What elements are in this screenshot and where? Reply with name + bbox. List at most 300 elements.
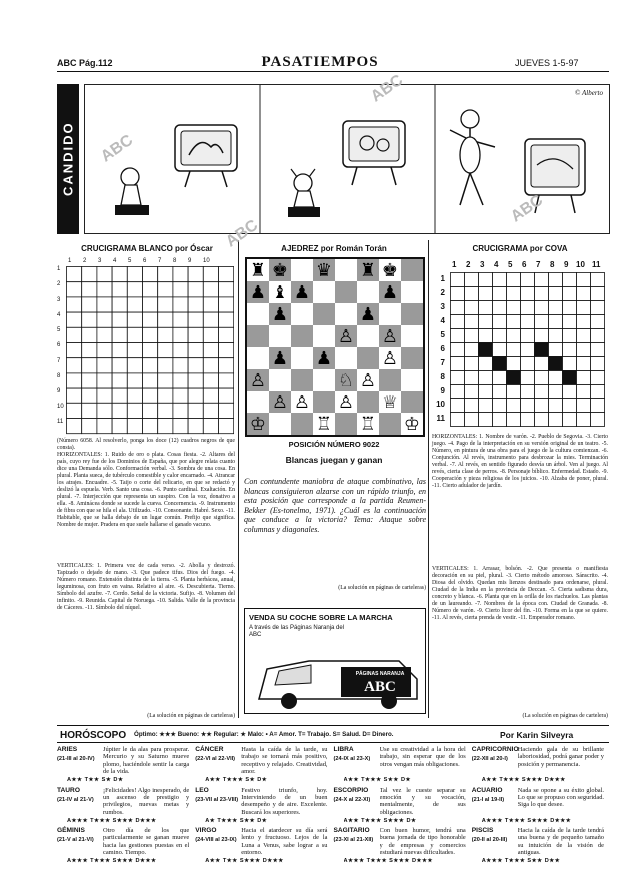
crucigrama-cova-cell[interactable] [521,287,535,301]
chess-square[interactable] [335,259,357,281]
crucigrama-cova-cell[interactable] [479,357,493,371]
crucigrama-cova-cell[interactable] [521,385,535,399]
crucigrama-cova-cell[interactable] [577,371,591,385]
crucigrama-blanco-cell[interactable] [97,282,112,297]
crucigrama-blanco-cell[interactable] [219,373,234,388]
crucigrama-cova-cell[interactable] [479,301,493,315]
crucigrama-cova-cell[interactable] [507,273,521,287]
crucigrama-blanco-cell[interactable] [97,388,112,403]
crucigrama-cova-cell[interactable] [549,329,563,343]
crucigrama-blanco-cell[interactable] [127,267,142,282]
crucigrama-cova-cell[interactable] [591,385,605,399]
crucigrama-cova-cell[interactable] [451,385,465,399]
crucigrama-blanco-cell[interactable] [112,267,127,282]
crucigrama-cova-cell[interactable] [563,287,577,301]
crucigrama-blanco-cell[interactable] [188,267,203,282]
chess-piece[interactable]: ♖ [315,414,333,436]
crucigrama-blanco-cell[interactable] [67,343,82,358]
crucigrama-cova-cell[interactable] [465,371,479,385]
crucigrama-cova-cell[interactable] [577,329,591,343]
crucigrama-blanco-cell[interactable] [173,358,188,373]
crucigrama-cova-cell[interactable] [451,343,465,357]
crucigrama-cova-cell[interactable] [493,399,507,413]
crucigrama-cova-cell[interactable] [451,357,465,371]
crucigrama-cova-cell[interactable] [507,343,521,357]
crucigrama-cova-cell[interactable] [479,371,493,385]
chess-piece[interactable]: ♚ [271,260,289,282]
crucigrama-cova-cell[interactable] [465,385,479,399]
chess-square[interactable] [401,281,423,303]
chess-board[interactable] [245,257,425,437]
crucigrama-blanco-cell[interactable] [173,267,188,282]
crucigrama-blanco-cell[interactable] [219,358,234,373]
crucigrama-cova-cell[interactable] [521,371,535,385]
chess-piece[interactable]: ♙ [271,392,289,414]
chess-piece[interactable]: ♟ [381,282,399,304]
crucigrama-cova-cell[interactable] [521,315,535,329]
crucigrama-cova-cell[interactable] [479,315,493,329]
crucigrama-cova-cell[interactable] [549,371,563,385]
chess-piece[interactable]: ♙ [249,370,267,392]
crucigrama-cova-cell[interactable] [535,301,549,315]
chess-piece[interactable]: ♝ [271,282,289,304]
crucigrama-blanco-cell[interactable] [67,419,82,434]
crucigrama-blanco-cell[interactable] [112,282,127,297]
crucigrama-blanco-cell[interactable] [82,282,97,297]
crucigrama-cova-cell[interactable] [591,343,605,357]
crucigrama-blanco-cell[interactable] [143,388,158,403]
crucigrama-cova-cell[interactable] [535,385,549,399]
chess-square[interactable] [401,303,423,325]
chess-square[interactable] [357,391,379,413]
crucigrama-blanco-cell[interactable] [203,267,218,282]
crucigrama-cova-cell[interactable] [465,343,479,357]
crucigrama-blanco-cell[interactable] [112,343,127,358]
crucigrama-blanco-cell[interactable] [173,388,188,403]
crucigrama-blanco-cell[interactable] [143,267,158,282]
crucigrama-cova-cell[interactable] [563,315,577,329]
chess-square[interactable] [401,325,423,347]
chess-square[interactable] [247,303,269,325]
crucigrama-blanco-cell[interactable] [82,297,97,312]
crucigrama-blanco-cell[interactable] [97,358,112,373]
crucigrama-cova-cell[interactable] [591,357,605,371]
crucigrama-cova-cell[interactable] [507,413,521,427]
crucigrama-cova-cell[interactable] [563,301,577,315]
chess-square[interactable] [313,303,335,325]
chess-square[interactable] [313,391,335,413]
crucigrama-blanco-cell[interactable] [67,373,82,388]
crucigrama-blanco-cell[interactable] [203,282,218,297]
crucigrama-blanco-cell[interactable] [188,312,203,327]
crucigrama-cova-cell[interactable] [563,385,577,399]
crucigrama-cova-cell[interactable] [451,273,465,287]
crucigrama-cova-cell[interactable] [493,301,507,315]
chess-piece[interactable]: ♖ [359,414,377,436]
crucigrama-blanco-cell[interactable] [112,327,127,342]
crucigrama-cova-cell[interactable] [451,413,465,427]
chess-square[interactable] [335,303,357,325]
crucigrama-blanco-cell[interactable] [188,358,203,373]
crucigrama-cova-cell[interactable] [493,343,507,357]
crucigrama-cova-cell[interactable] [577,413,591,427]
crucigrama-cova-cell[interactable] [465,329,479,343]
crucigrama-cova-cell[interactable] [577,287,591,301]
crucigrama-cova-cell[interactable] [577,385,591,399]
chess-piece[interactable]: ♕ [381,392,399,414]
crucigrama-blanco-cell[interactable] [219,327,234,342]
crucigrama-blanco-cell[interactable] [143,282,158,297]
crucigrama-blanco-cell[interactable] [127,343,142,358]
crucigrama-blanco-cell[interactable] [158,312,173,327]
crucigrama-blanco-cell[interactable] [158,358,173,373]
crucigrama-blanco-cell[interactable] [219,403,234,418]
crucigrama-blanco-cell[interactable] [112,358,127,373]
crucigrama-cova-cell[interactable] [451,315,465,329]
crucigrama-cova-cell[interactable] [549,315,563,329]
chess-square[interactable] [335,413,357,435]
crucigrama-blanco-cell[interactable] [97,297,112,312]
crucigrama-cova-cell[interactable] [535,399,549,413]
chess-square[interactable] [335,281,357,303]
crucigrama-blanco-cell[interactable] [158,388,173,403]
crucigrama-blanco-cell[interactable] [158,282,173,297]
crucigrama-blanco-cell[interactable] [97,327,112,342]
chess-piece[interactable]: ♙ [381,348,399,370]
crucigrama-blanco-cell[interactable] [188,282,203,297]
crucigrama-cova-cell[interactable] [577,273,591,287]
chess-piece[interactable]: ♟ [293,282,311,304]
crucigrama-blanco-cell[interactable] [203,327,218,342]
crucigrama-cova-cell[interactable] [563,273,577,287]
chess-square[interactable] [401,259,423,281]
crucigrama-blanco-cell[interactable] [173,373,188,388]
crucigrama-blanco-cell[interactable] [97,403,112,418]
crucigrama-cova-cell[interactable] [591,399,605,413]
crucigrama-blanco-cell[interactable] [203,343,218,358]
chess-piece[interactable]: ♟ [359,304,377,326]
crucigrama-blanco-cell[interactable] [173,312,188,327]
crucigrama-cova-cell[interactable] [507,287,521,301]
chess-square[interactable] [379,303,401,325]
crucigrama-blanco-cell[interactable] [112,312,127,327]
chess-piece[interactable]: ♘ [337,370,355,392]
crucigrama-blanco-cell[interactable] [112,403,127,418]
chess-square[interactable] [357,347,379,369]
crucigrama-cova-cell[interactable] [535,329,549,343]
crucigrama-cova-cell[interactable] [493,287,507,301]
crucigrama-blanco-cell[interactable] [127,327,142,342]
crucigrama-cova-cell[interactable] [465,357,479,371]
crucigrama-cova-cell[interactable] [479,413,493,427]
crucigrama-blanco-cell[interactable] [158,327,173,342]
crucigrama-cova-cell[interactable] [521,399,535,413]
crucigrama-blanco-cell[interactable] [173,297,188,312]
chess-square[interactable] [357,325,379,347]
crucigrama-cova-cell[interactable] [465,287,479,301]
crucigrama-blanco-cell[interactable] [127,358,142,373]
crucigrama-cova-cell[interactable] [591,413,605,427]
crucigrama-cova-cell[interactable] [507,315,521,329]
crucigrama-blanco-cell[interactable] [158,343,173,358]
crucigrama-cova-cell[interactable] [507,385,521,399]
crucigrama-cova-cell[interactable] [465,399,479,413]
crucigrama-blanco-cell[interactable] [97,312,112,327]
crucigrama-blanco-cell[interactable] [143,373,158,388]
chess-square[interactable] [313,369,335,391]
crucigrama-blanco-cell[interactable] [82,373,97,388]
crucigrama-blanco-cell[interactable] [127,312,142,327]
crucigrama-cova-cell[interactable] [493,315,507,329]
chess-square[interactable] [401,347,423,369]
crucigrama-blanco-cell[interactable] [219,297,234,312]
crucigrama-blanco-cell[interactable] [67,312,82,327]
crucigrama-cova-cell[interactable] [493,413,507,427]
chess-piece[interactable]: ♔ [403,414,421,436]
crucigrama-cova-cell[interactable] [535,357,549,371]
crucigrama-cova-cell[interactable] [535,371,549,385]
crucigrama-cova-cell[interactable] [521,329,535,343]
chess-square[interactable] [401,391,423,413]
crucigrama-blanco-cell[interactable] [143,297,158,312]
crucigrama-cova-cell[interactable] [535,287,549,301]
chess-piece[interactable]: ♙ [293,392,311,414]
crucigrama-cova-cell[interactable] [465,301,479,315]
chess-square[interactable] [379,369,401,391]
chess-piece[interactable]: ♔ [249,414,267,436]
crucigrama-cova-cell[interactable] [521,343,535,357]
chess-square[interactable] [291,369,313,391]
crucigrama-cova-cell[interactable] [507,399,521,413]
crucigrama-cova-cell[interactable] [479,329,493,343]
crucigrama-cova-cell[interactable] [535,413,549,427]
crucigrama-blanco-cell[interactable] [173,282,188,297]
crucigrama-cova-cell[interactable] [521,357,535,371]
crucigrama-cova-cell[interactable] [577,357,591,371]
chess-piece[interactable]: ♙ [359,370,377,392]
chess-square[interactable] [291,347,313,369]
crucigrama-cova-cell[interactable] [521,301,535,315]
chess-square[interactable] [313,281,335,303]
crucigrama-blanco-cell[interactable] [143,403,158,418]
crucigrama-blanco-cell[interactable] [127,282,142,297]
crucigrama-cova-cell[interactable] [521,273,535,287]
chess-square[interactable] [357,281,379,303]
crucigrama-blanco-cell[interactable] [158,267,173,282]
crucigrama-blanco-cell[interactable] [82,312,97,327]
crucigrama-cova-cell[interactable] [479,385,493,399]
crucigrama-blanco-cell[interactable] [219,267,234,282]
crucigrama-cova-cell[interactable] [451,371,465,385]
crucigrama-blanco-cell[interactable] [67,327,82,342]
crucigrama-cova-cell[interactable] [563,413,577,427]
crucigrama-blanco-cell[interactable] [219,419,234,434]
crucigrama-cova-cell[interactable] [465,413,479,427]
crucigrama-blanco-cell[interactable] [127,403,142,418]
crucigrama-blanco-cell[interactable] [143,312,158,327]
crucigrama-blanco-cell[interactable] [97,267,112,282]
crucigrama-cova-cell[interactable] [521,413,535,427]
crucigrama-blanco-cell[interactable] [143,419,158,434]
advertisement-box[interactable] [244,608,426,714]
crucigrama-cova-cell[interactable] [465,315,479,329]
crucigrama-cova-cell[interactable] [479,273,493,287]
crucigrama-cova-cell[interactable] [591,315,605,329]
crucigrama-blanco-cell[interactable] [67,388,82,403]
crucigrama-blanco-cell[interactable] [219,388,234,403]
chess-square[interactable] [401,369,423,391]
crucigrama-cova-cell[interactable] [535,315,549,329]
crucigrama-blanco-cell[interactable] [82,403,97,418]
crucigrama-cova-cell[interactable] [549,385,563,399]
crucigrama-blanco-cell[interactable] [127,388,142,403]
chess-piece[interactable]: ♟ [315,348,333,370]
crucigrama-blanco-cell[interactable] [188,373,203,388]
crucigrama-cova-cell[interactable] [591,287,605,301]
crucigrama-blanco-cell[interactable] [158,297,173,312]
crucigrama-blanco-cell[interactable] [67,282,82,297]
crucigrama-cova-cell[interactable] [577,315,591,329]
crucigrama-cova-cell[interactable] [549,301,563,315]
crucigrama-blanco-cell[interactable] [112,373,127,388]
chess-piece[interactable]: ♜ [249,260,267,282]
crucigrama-cova-cell[interactable] [465,273,479,287]
chess-piece[interactable]: ♙ [381,326,399,348]
crucigrama-blanco-cell[interactable] [82,419,97,434]
crucigrama-cova-cell[interactable] [451,329,465,343]
chess-square[interactable] [313,325,335,347]
crucigrama-cova-cell[interactable] [577,301,591,315]
crucigrama-blanco-cell[interactable] [219,343,234,358]
crucigrama-cova-cell[interactable] [507,301,521,315]
crucigrama-cova-cell[interactable] [591,301,605,315]
crucigrama-blanco-cell[interactable] [97,419,112,434]
crucigrama-blanco-cell[interactable] [173,343,188,358]
crucigrama-blanco-cell[interactable] [112,388,127,403]
crucigrama-cova-cell[interactable] [563,357,577,371]
crucigrama-blanco-cell[interactable] [188,327,203,342]
crucigrama-cova-cell[interactable] [563,329,577,343]
crucigrama-blanco-cell[interactable] [203,419,218,434]
chess-piece[interactable]: ♟ [271,304,289,326]
crucigrama-blanco-cell[interactable] [173,403,188,418]
crucigrama-blanco-cell[interactable] [112,297,127,312]
crucigrama-cova-cell[interactable] [549,287,563,301]
chess-square[interactable] [247,347,269,369]
crucigrama-blanco-cell[interactable] [67,403,82,418]
crucigrama-blanco-cell[interactable] [97,373,112,388]
crucigrama-blanco-cell[interactable] [67,267,82,282]
chess-piece[interactable]: ♟ [271,348,289,370]
crucigrama-blanco-cell[interactable] [188,343,203,358]
crucigrama-blanco-cell[interactable] [203,312,218,327]
crucigrama-cova-cell[interactable] [591,329,605,343]
crucigrama-blanco-cell[interactable] [82,388,97,403]
chess-piece[interactable]: ♛ [315,260,333,282]
crucigrama-blanco-cell[interactable] [188,388,203,403]
crucigrama-blanco-cell[interactable] [143,327,158,342]
crucigrama-blanco-grid[interactable] [66,266,234,436]
chess-piece[interactable]: ♚ [381,260,399,282]
crucigrama-cova-cell[interactable] [493,385,507,399]
crucigrama-cova-cell[interactable] [451,287,465,301]
chess-square[interactable] [269,325,291,347]
crucigrama-cova-cell[interactable] [479,399,493,413]
chess-square[interactable] [291,413,313,435]
crucigrama-blanco-cell[interactable] [203,297,218,312]
crucigrama-blanco-cell[interactable] [188,419,203,434]
crucigrama-blanco-cell[interactable] [143,358,158,373]
crucigrama-cova-cell[interactable] [577,399,591,413]
crucigrama-blanco-cell[interactable] [219,282,234,297]
crucigrama-cova-cell[interactable] [493,273,507,287]
crucigrama-blanco-cell[interactable] [82,327,97,342]
crucigrama-cova-cell[interactable] [451,399,465,413]
crucigrama-blanco-cell[interactable] [173,327,188,342]
crucigrama-blanco-cell[interactable] [203,388,218,403]
chess-square[interactable] [247,325,269,347]
chess-square[interactable] [291,325,313,347]
crucigrama-cova-cell[interactable] [549,399,563,413]
chess-piece[interactable]: ♙ [337,326,355,348]
crucigrama-blanco-cell[interactable] [82,267,97,282]
crucigrama-blanco-cell[interactable] [173,419,188,434]
crucigrama-cova-cell[interactable] [563,343,577,357]
crucigrama-blanco-cell[interactable] [188,403,203,418]
crucigrama-blanco-cell[interactable] [203,403,218,418]
crucigrama-blanco-cell[interactable] [82,358,97,373]
chess-piece[interactable]: ♙ [337,392,355,414]
crucigrama-blanco-cell[interactable] [112,419,127,434]
crucigrama-blanco-cell[interactable] [158,403,173,418]
crucigrama-cova-cell[interactable] [591,371,605,385]
crucigrama-blanco-cell[interactable] [203,373,218,388]
crucigrama-cova-cell[interactable] [507,329,521,343]
crucigrama-blanco-cell[interactable] [203,358,218,373]
chess-square[interactable] [335,347,357,369]
crucigrama-blanco-cell[interactable] [219,312,234,327]
chess-square[interactable] [247,391,269,413]
chess-square[interactable] [269,413,291,435]
crucigrama-cova-cell[interactable] [535,273,549,287]
crucigrama-blanco-cell[interactable] [188,297,203,312]
chess-piece[interactable]: ♜ [359,260,377,282]
chess-square[interactable] [291,303,313,325]
crucigrama-cova-cell[interactable] [451,301,465,315]
crucigrama-blanco-cell[interactable] [97,343,112,358]
chess-square[interactable] [269,369,291,391]
crucigrama-blanco-cell[interactable] [82,343,97,358]
crucigrama-blanco-cell[interactable] [127,419,142,434]
crucigrama-cova-cell[interactable] [591,273,605,287]
crucigrama-blanco-cell[interactable] [67,358,82,373]
crucigrama-blanco-cell[interactable] [127,297,142,312]
crucigrama-cova-cell[interactable] [549,273,563,287]
crucigrama-blanco-cell[interactable] [158,373,173,388]
crucigrama-cova-cell[interactable] [493,371,507,385]
crucigrama-cova-cell[interactable] [507,357,521,371]
crucigrama-cova-cell[interactable] [479,287,493,301]
chess-square[interactable] [291,259,313,281]
chess-square[interactable] [379,413,401,435]
crucigrama-blanco-cell[interactable] [67,297,82,312]
crucigrama-cova-cell[interactable] [563,399,577,413]
crucigrama-blanco-cell[interactable] [143,343,158,358]
crucigrama-cova-cell[interactable] [493,329,507,343]
chess-piece[interactable]: ♟ [249,282,267,304]
crucigrama-cova-cell[interactable] [549,343,563,357]
crucigrama-cova-grid[interactable] [450,272,605,427]
